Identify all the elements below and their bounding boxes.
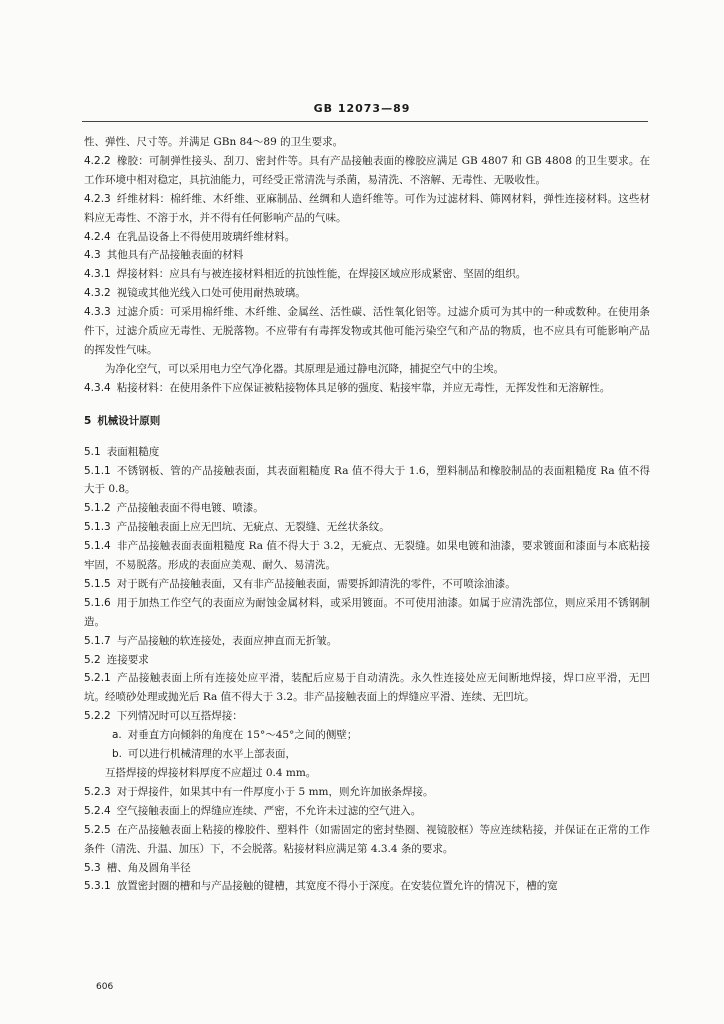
clause-number: 4.3.4 [84, 381, 111, 394]
paragraph [84, 462, 650, 500]
paragraph [84, 360, 650, 379]
clause-text: 不锈钢板、管的产品接触表面，其表面粗糙度 Ra 值不得大于 1.6，塑料制品和橡胶制品的表面粗糙度 Ra 值不得大于 0.8。 [84, 464, 650, 496]
paragraph [84, 518, 650, 537]
clause-number: 4.2.3 [84, 192, 111, 205]
paragraph [84, 265, 650, 284]
clause-number: 4.3.3 [84, 306, 111, 319]
paragraph [84, 575, 650, 594]
paragraph [84, 537, 650, 575]
clause-text: 连接要求 [106, 653, 149, 666]
paragraph [84, 228, 650, 247]
paragraph [84, 726, 650, 745]
clause-text: 用于加热工作空气的表面应为耐蚀金属材料，或采用镀面。不可使用油漆。如属于应清洗部位，则应采用不锈钢制造。 [84, 596, 650, 628]
clause-number: 5.3 [84, 861, 101, 874]
header-rule [82, 121, 648, 122]
clause-text: 视镜或其他光线入口处可使用耐热玻璃。 [116, 287, 306, 300]
clause-text: 过滤介质：可采用棉纤维、木纤维、金属丝、活性碳、活性氧化铝等。过滤介质可为其中的一种或数种。在使用条件下，过滤介质应无毒性、无脱落物。不应带有有毒挥发物或其他可能污染空气和产品的物质，也不应具有可能影响产品的挥发性气味。 [84, 306, 650, 356]
document-body [84, 133, 650, 896]
paragraph [84, 783, 650, 802]
clause-number: a. [112, 729, 122, 742]
clause-text: 空气接触表面上的焊缝应连续、严密，不允许未过滤的空气进入。 [116, 804, 422, 817]
clause-number: 5.2.1 [84, 672, 111, 685]
clause-text: 焊接材料：应具有与被连接材料相近的抗蚀性能，在焊接区域应形成紧密、坚固的组织。 [116, 268, 527, 281]
paragraph [84, 707, 650, 726]
clause-text: 下列情况时可以互搭焊接： [116, 710, 243, 723]
paragraph [84, 190, 650, 228]
paragraph [84, 745, 650, 764]
paragraph [84, 651, 650, 670]
clause-text: 粘接材料：在使用条件下应保证被粘接物体具足够的强度、粘接牢靠，并应无毒性，无挥发性和无溶解性。 [116, 381, 611, 394]
clause-text: 性、弹性、尺寸等。并满足 GBn 84～89 的卫生要求。 [84, 136, 344, 148]
clause-text: 对于既有产品接触表面，又有非产品接触表面，需要拆卸清洗的零件，不可喷涂油漆。 [116, 577, 516, 590]
clause-text: 与产品接触的软连接处，表面应抻直而无折皱。 [116, 634, 338, 647]
clause-number: 5.1.5 [84, 577, 111, 590]
paragraph [84, 802, 650, 821]
paragraph [84, 303, 650, 360]
section-heading [84, 412, 650, 431]
clause-number: 5.1.3 [84, 521, 111, 534]
clause-text: 放置密封圈的槽和与产品接触的键槽，其宽度不得小于深度。在安装位置允许的情况下，槽的宽 [116, 880, 558, 893]
paragraph [84, 632, 650, 651]
clause-number: 4.3.2 [84, 287, 111, 300]
clause-text: 非产品接触表面表面粗糙度 Ra 值不得大于 3.2，无疵点、无裂缝。如果电镀和油漆，要求镀面和漆面与本底粘接牢固，不易脱落。形成的表面应美观、耐久、易清洗。 [84, 540, 650, 572]
clause-number: 5.1.1 [84, 464, 111, 477]
paragraph [84, 877, 650, 896]
paragraph [84, 859, 650, 878]
clause-text: 对于焊接件，如果其中有一件厚度小于 5 mm，则允许加嵌条焊接。 [116, 785, 434, 798]
paragraph [84, 499, 650, 518]
clause-text: 对垂直方向倾斜的角度在 15°～45°之间的侧壁； [127, 729, 358, 742]
clause-number: 5.2.4 [84, 804, 111, 817]
clause-number: 4.2.4 [84, 230, 111, 243]
clause-text: 在产品接触表面上粘接的橡胶件、塑料件（如需固定的密封垫圈、视镜胶框）等应连续粘接，并保证在正常的工作条件（清洗、升温、加压）下，不会脱落。粘接材料应满足第 4.3.4 条的要求。 [84, 823, 650, 855]
clause-text: 产品接触表面不得电镀、喷漆。 [116, 502, 264, 515]
clause-text: 槽、角及圆角半径 [106, 861, 191, 874]
paragraph [84, 152, 650, 190]
clause-number: 5 [84, 414, 92, 427]
clause-number: 5.1.2 [84, 502, 111, 515]
clause-text: 机械设计原则 [97, 414, 161, 427]
clause-text: 可以进行机械清理的水平上部表面， [128, 748, 297, 761]
clause-number: b. [112, 748, 123, 761]
clause-number: 4.3.1 [84, 268, 111, 281]
paragraph [84, 764, 650, 783]
paragraph [84, 669, 650, 707]
clause-text: 其他具有产品接触表面的材料 [106, 249, 244, 262]
clause-number: 5.2.2 [84, 710, 111, 723]
paragraph [84, 133, 650, 152]
clause-text: 纤维材料：棉纤维、木纤维、亚麻制品、丝绸和人造纤维等。可作为过滤材料、筛网材料，弹性连接材料。这些材料应无毒性、不溶于水，并不得有任何影响产品的气味。 [84, 192, 650, 224]
clause-number: 5.1.6 [84, 596, 111, 609]
paragraph [84, 284, 650, 303]
clause-number: 5.1 [84, 445, 101, 458]
clause-number: 4.3 [84, 249, 101, 262]
clause-text: 互搭焊接的焊接材料厚度不应超过 0.4 mm。 [105, 767, 317, 779]
page-header: GB 12073—89 [313, 102, 411, 115]
clause-number: 5.1.7 [84, 634, 111, 647]
clause-text: 表面粗糙度 [106, 445, 160, 458]
clause-number: 4.2.2 [84, 154, 111, 167]
clause-number: 5.2.3 [84, 785, 111, 798]
paragraph [84, 246, 650, 265]
paragraph [84, 379, 650, 398]
page-number: 606 [96, 982, 114, 992]
paragraph [84, 594, 650, 632]
clause-number: 5.2 [84, 653, 101, 666]
clause-text: 产品接触表面上所有连接处应平滑，装配后应易于自动清洗。永久性连接处应无间断地焊接，焊口应平滑，无凹坑。经喷砂处理或抛光后 Ra 值不得大于 3.2。非产品接触表面上的焊缝应平滑、连续、无凹坑。 [84, 672, 650, 704]
clause-number: 5.3.1 [84, 880, 111, 893]
clause-text: 橡胶：可制弹性接头、刮刀、密封件等。具有产品接触表面的橡胶应满足 GB 4807 和 GB 4808 的卫生要求。在工作环境中相对稳定，具抗油能力，可经受正常清洗与杀菌，易清洗、不溶解、无毒性、无吸收性。 [84, 154, 650, 186]
clause-number: 5.1.4 [84, 540, 111, 553]
clause-text: 为净化空气，可以采用电力空气净化器。其原理是通过静电沉降，捕捉空气中的尘埃。 [105, 362, 504, 375]
paragraph [84, 821, 650, 859]
paragraph [84, 443, 650, 462]
clause-number: 5.2.5 [84, 823, 111, 836]
clause-text: 产品接触表面上应无凹坑、无疵点、无裂缝、无丝状条纹。 [116, 521, 390, 534]
clause-text: 在乳品设备上不得使用玻璃纤维材料。 [116, 230, 296, 243]
